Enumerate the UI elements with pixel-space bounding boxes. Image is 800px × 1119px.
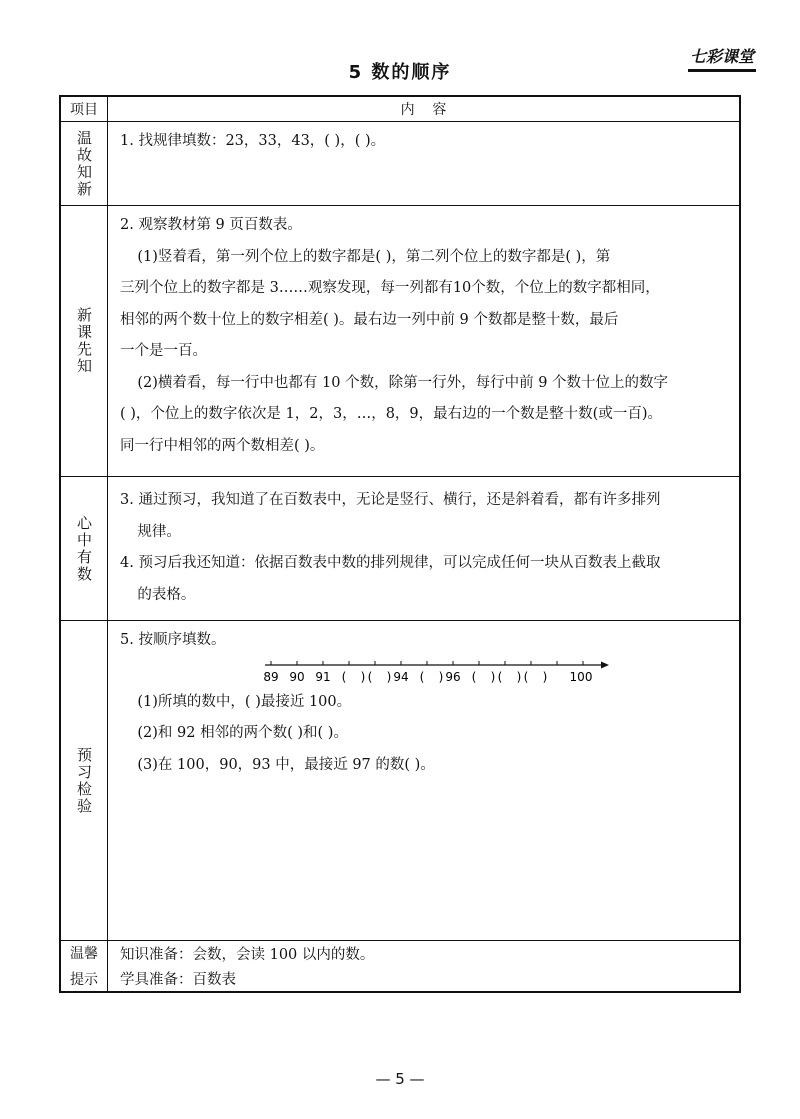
tip-knowledge: 知识准备：会数，会读 100 以内的数。 (120, 947, 375, 963)
tips-label-line: 提示 (70, 971, 98, 988)
question-1: 1. 找规律填数：23，33，43，( )，( )。 (120, 133, 386, 149)
question-2-line: 同一行中相邻的两个数相差( )。 (120, 437, 325, 454)
page-title: 5 数的顺序 (348, 62, 452, 83)
number-line-label: 89 (263, 669, 279, 684)
row-label-knowledge: 心中有数 (61, 477, 108, 621)
row-label-preview: 新课先知 (61, 206, 108, 477)
number-line-label: 94 (393, 669, 409, 684)
number-line-label: ( (341, 669, 347, 684)
number-line-label: ) (386, 669, 392, 684)
number-line (265, 661, 610, 687)
question-2-line: 一个是一百。 (120, 343, 207, 359)
tips-content (108, 941, 739, 991)
number-line-label: 96 (445, 669, 461, 684)
question-5: 5. 按顺序填数。 (120, 632, 226, 648)
note-3: 3. 通过预习，我知道了在百数表中，无论是竖行、横行，还是斜着看，都有许多排列 (120, 492, 661, 508)
question-2-line: 相邻的两个数十位上的数字相差( )。最右边一列中前 9 个数都是整十数，最后 (120, 311, 619, 328)
row-content-knowledge (108, 477, 739, 621)
number-line-label: ( (367, 669, 373, 684)
number-line-label: ) (360, 669, 366, 684)
number-line-label: ) (542, 669, 548, 684)
question-5-1: (1)所填的数中，( )最接近 100。 (137, 693, 352, 710)
page-number: — 5 — (375, 1070, 425, 1088)
question-5-3: (3)在 100，90，93 中，最接近 97 的数( )。 (137, 756, 435, 773)
number-line-label: ( (523, 669, 529, 684)
note-4-line: 的表格。 (137, 586, 196, 603)
number-line-arrow (601, 661, 609, 668)
note-4: 4. 预习后我还知道：依据百数表中数的排列规律，可以完成任何一块从百数表上截取 (120, 555, 661, 571)
row-label-check: 预习检验 (61, 621, 108, 941)
row-content-review (108, 122, 739, 206)
number-line-label: ( (497, 669, 503, 684)
tips-label (61, 941, 108, 991)
header-project: 项目 (61, 97, 108, 122)
tip-tools: 学具准备：百数表 (120, 972, 236, 988)
number-line-label: ( (471, 669, 477, 684)
row-content-preview (108, 206, 739, 477)
question-2-line: ( )，个位上的数字依次是 1，2，3，…，8，9，最右边的一个数是整十数(或一百)。 (120, 406, 662, 422)
number-line-label: ( (419, 669, 425, 684)
number-line-label: 91 (315, 669, 331, 684)
number-line-label: 100 (569, 669, 593, 684)
question-2-line: 三列个位上的数字都是 3……观察发现，每一列都有10个数，个位上的数字都相同， (120, 280, 660, 296)
row-content-check (108, 621, 739, 941)
number-line-label: ) (490, 669, 496, 684)
note-3-line: 规律。 (137, 523, 181, 540)
number-line-label: 90 (289, 669, 305, 684)
row-label-review: 温故知新 (61, 122, 108, 206)
number-line-label: ) (438, 669, 444, 684)
question-2: 2. 观察教材第 9 页百数表。 (120, 217, 302, 233)
question-2-line: (1)竖着看，第一列个位上的数字都是( )，第二列个位上的数字都是( )，第 (137, 248, 611, 265)
tips-label-line: 温馨 (70, 946, 98, 963)
number-line-label: ) (516, 669, 522, 684)
brand-logo: 七彩课堂 (688, 44, 756, 72)
question-2-line: (2)横着看，每一行中也都有 10 个数，除第一行外，每行中前 9 个数十位上的数字 (137, 374, 669, 391)
worksheet-table (59, 95, 741, 993)
question-5-2: (2)和 92 相邻的两个数( )和( )。 (137, 725, 348, 741)
header-content: 内 容 (108, 97, 739, 122)
